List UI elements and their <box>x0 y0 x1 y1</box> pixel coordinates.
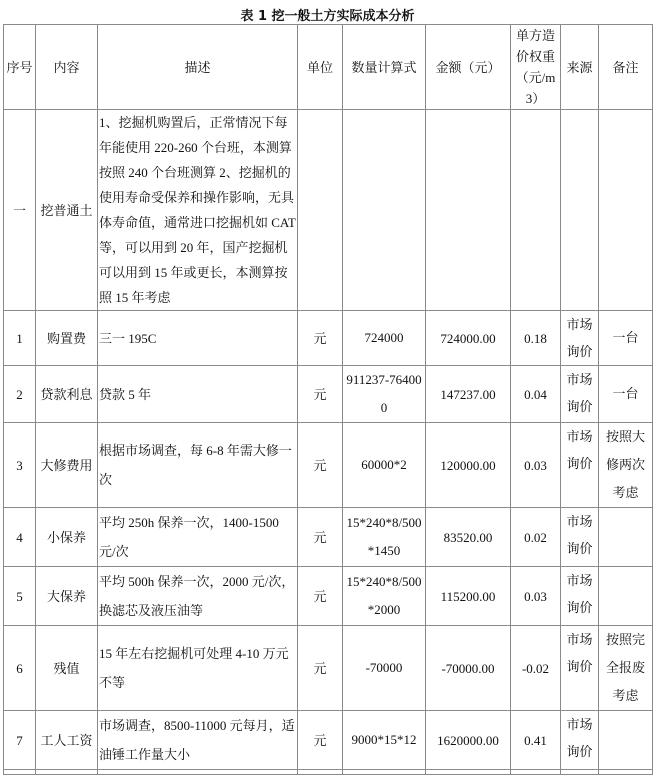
cell <box>298 770 343 775</box>
cell-formula: -70000 <box>343 626 426 711</box>
cell <box>4 770 36 775</box>
table-row <box>4 311 653 366</box>
cell-desc: 平均 500h 保养一次，2000 元/次，换滤芯及液压油等 <box>98 567 298 626</box>
cell-amount: 120000.00 <box>426 423 511 508</box>
table-row <box>4 423 653 508</box>
cell-item: 工人工资 <box>36 711 98 770</box>
cell-weight: -0.02 <box>511 626 561 711</box>
cell-unit <box>298 110 343 311</box>
table-row <box>4 626 653 711</box>
cell-source: 市场询价 <box>561 626 599 711</box>
cell-source: 市场询价 <box>561 423 599 508</box>
cell <box>98 770 298 775</box>
cell-note <box>599 711 653 770</box>
cell-item: 大修费用 <box>36 423 98 508</box>
cell-formula: 911237-764000 <box>343 366 426 423</box>
cell-no: 一 <box>4 110 36 311</box>
cell-formula <box>343 110 426 311</box>
table-row-partial <box>4 770 653 775</box>
cell <box>599 770 653 775</box>
cell-no: 6 <box>4 626 36 711</box>
cell-source <box>561 110 599 311</box>
cost-table <box>3 24 653 775</box>
cell-weight: 0.04 <box>511 366 561 423</box>
cell-amount: 724000.00 <box>426 311 511 366</box>
cell <box>561 770 599 775</box>
cell-note <box>599 110 653 311</box>
cell-note <box>599 567 653 626</box>
cell-weight: 0.03 <box>511 567 561 626</box>
cell-note: 按照完全报废考虑 <box>599 626 653 711</box>
header-cell: 单位 <box>298 25 343 110</box>
cell-item: 贷款利息 <box>36 366 98 423</box>
cell-weight: 0.41 <box>511 711 561 770</box>
cell-no: 3 <box>4 423 36 508</box>
cell-unit: 元 <box>298 423 343 508</box>
cell-amount: 147237.00 <box>426 366 511 423</box>
header-cell: 来源 <box>561 25 599 110</box>
cell-note: 一台 <box>599 311 653 366</box>
cell-desc: 贷款 5 年 <box>98 366 298 423</box>
cell-source: 市场询价 <box>561 711 599 770</box>
cell-item: 小保养 <box>36 508 98 567</box>
cell-item: 大保养 <box>36 567 98 626</box>
table-title: 表 1 挖一般土方实际成本分析 <box>240 9 415 24</box>
cell-no: 7 <box>4 711 36 770</box>
header-row <box>4 25 653 110</box>
cell-item: 残值 <box>36 626 98 711</box>
cell-amount: 1620000.00 <box>426 711 511 770</box>
table-row <box>4 110 653 311</box>
cell-formula: 9000*15*12 <box>343 711 426 770</box>
cell-weight: 0.02 <box>511 508 561 567</box>
cell-formula: 15*240*8/500*2000 <box>343 567 426 626</box>
header-cell: 备注 <box>599 25 653 110</box>
table-row <box>4 711 653 770</box>
cell-note: 按照大修两次考虑 <box>599 423 653 508</box>
header-cell: 描述 <box>98 25 298 110</box>
cell-no: 4 <box>4 508 36 567</box>
header-cell: 金额（元） <box>426 25 511 110</box>
cell-weight: 0.18 <box>511 311 561 366</box>
cell-amount: 115200.00 <box>426 567 511 626</box>
cell-source: 市场询价 <box>561 567 599 626</box>
cell-desc: 市场调查，8500-11000 元每月，适油锤工作量大小 <box>98 711 298 770</box>
cell-desc: 三一 195C <box>98 311 298 366</box>
table-row <box>4 508 653 567</box>
cell-amount: -70000.00 <box>426 626 511 711</box>
cell-source: 市场询价 <box>561 366 599 423</box>
cell-unit: 元 <box>298 366 343 423</box>
cell-no: 2 <box>4 366 36 423</box>
cell-unit: 元 <box>298 711 343 770</box>
header-cell: 数量计算式 <box>343 25 426 110</box>
cell <box>36 770 98 775</box>
table-row <box>4 567 653 626</box>
cell-amount: 83520.00 <box>426 508 511 567</box>
cell-desc: 根据市场调查，每 6-8 年需大修一次 <box>98 423 298 508</box>
cell-formula: 60000*2 <box>343 423 426 508</box>
cell-desc: 1、挖掘机购置后，正常情况下每年能使用 220-260 个台班，本测算按照 240 个台班测算 2、挖掘机的使用寿命受保养和操作影响，无具体寿命值，通常进口挖掘机如 CAT 等，可以用到 20 年，国产挖掘机可以用到 15 年或更长，本测算按照 15 年考虑 <box>98 110 298 311</box>
cell-unit: 元 <box>298 567 343 626</box>
cell-unit: 元 <box>298 311 343 366</box>
cell-note: 一台 <box>599 366 653 423</box>
header-cell: 单方造价权重（元/m3） <box>511 25 561 110</box>
cell-no: 1 <box>4 311 36 366</box>
header-cell: 序号 <box>4 25 36 110</box>
cell-source: 市场询价 <box>561 508 599 567</box>
cell-unit: 元 <box>298 626 343 711</box>
cell-source: 市场询价 <box>561 311 599 366</box>
cell-unit: 元 <box>298 508 343 567</box>
cell-note <box>599 508 653 567</box>
cell-no: 5 <box>4 567 36 626</box>
cell-formula: 15*240*8/500*1450 <box>343 508 426 567</box>
cell <box>511 770 561 775</box>
header-cell: 内容 <box>36 25 98 110</box>
cell-desc: 平均 250h 保养一次，1400-1500 元/次 <box>98 508 298 567</box>
cell <box>343 770 426 775</box>
cell <box>426 770 511 775</box>
cell-amount <box>426 110 511 311</box>
cell-weight: 0.03 <box>511 423 561 508</box>
table-row <box>4 366 653 423</box>
cell-formula: 724000 <box>343 311 426 366</box>
cell-desc: 15 年左右挖掘机可处理 4-10 万元不等 <box>98 626 298 711</box>
cell-weight <box>511 110 561 311</box>
cell-item: 购置费 <box>36 311 98 366</box>
cell-item: 挖普通土 <box>36 110 98 311</box>
